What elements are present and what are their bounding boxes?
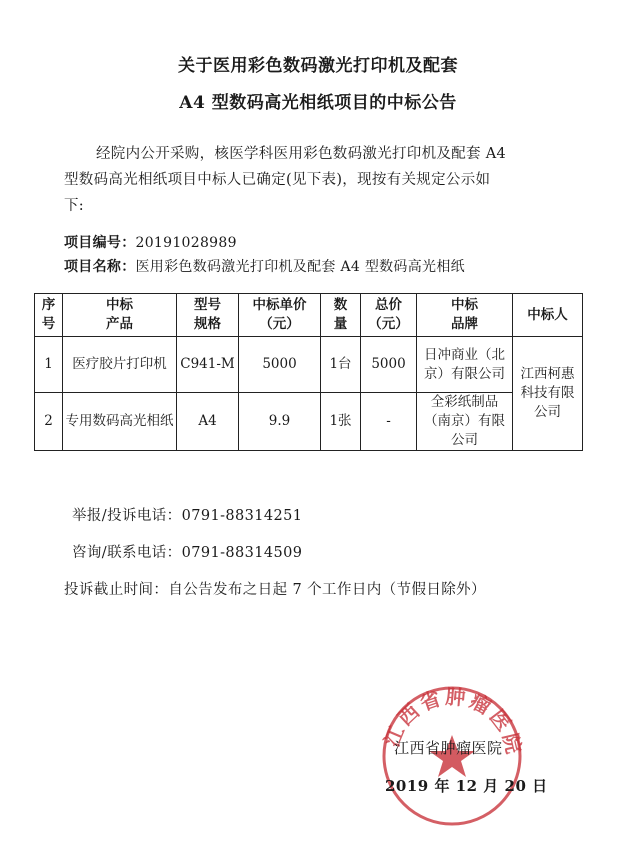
cell-total: - <box>361 393 417 451</box>
header-qty: 数 量 <box>321 294 361 337</box>
cell-unit-price: 9.9 <box>239 393 321 451</box>
cell-product: 医疗胶片打印机 <box>63 337 177 393</box>
issue-date: 2019 年 12 月 20 日 <box>385 777 548 795</box>
cell-product: 专用数码高光相纸 <box>63 393 177 451</box>
project-name-label: 项目名称： <box>64 259 136 275</box>
project-number <box>64 232 604 252</box>
header-model: 型号 规格 <box>177 294 239 337</box>
report-phone-line <box>72 504 302 525</box>
project-number-value: 20191028989 <box>135 235 237 251</box>
complaint-deadline-line <box>64 578 486 599</box>
cell-brand: 日冲商业（北京）有限公司 <box>417 337 513 393</box>
cell-unit-price: 5000 <box>239 337 321 393</box>
consult-phone-value: 0791-88314509 <box>181 545 303 561</box>
report-phone-label: 举报/投诉电话： <box>72 508 182 524</box>
cell-qty: 1台 <box>321 337 361 393</box>
header-product: 中标 产品 <box>63 294 177 337</box>
table-row <box>35 337 583 393</box>
notice-title-line1: 关于医用彩色数码激光打印机及配套 <box>178 56 458 76</box>
intro-line1: 经院内公开采购，核医学科医用彩色数码激光打印机及配套 A4 <box>96 146 507 162</box>
project-number-label: 项目编号： <box>64 235 136 251</box>
cell-total: 5000 <box>361 337 417 393</box>
svg-text:江西省肿瘤医院: 江西省肿瘤医院 <box>379 684 527 759</box>
table-row <box>35 393 583 451</box>
cell-qty: 1张 <box>321 393 361 451</box>
header-total: 总价 （元） <box>361 294 417 337</box>
consult-phone-line <box>72 541 302 562</box>
notice-title-line2: A4 型数码高光相纸项目的中标公告 <box>179 93 457 113</box>
cell-winner: 江西柯惠科技有限公司 <box>513 337 583 451</box>
intro-line3: 下: <box>64 198 84 214</box>
complaint-deadline-value: 自公告发布之日起 7 个工作日内（节假日除外） <box>168 582 486 598</box>
award-table <box>34 293 583 451</box>
cell-seq: 1 <box>35 337 63 393</box>
cell-seq: 2 <box>35 393 63 451</box>
project-name-value: 医用彩色数码激光打印机及配套 A4 型数码高光相纸 <box>135 259 465 275</box>
intro-paragraph <box>64 141 584 219</box>
issuer-name: 江西省肿瘤医院 <box>394 739 503 757</box>
consult-phone-label: 咨询/联系电话： <box>72 545 182 561</box>
cell-model: C941-M <box>177 337 239 393</box>
header-seq: 序 号 <box>35 294 63 337</box>
intro-line2: 型数码高光相纸项目中标人已确定(见下表)，现按有关规定公示如 <box>64 172 491 188</box>
header-winner: 中标人 <box>513 294 583 337</box>
header-brand: 中标 品牌 <box>417 294 513 337</box>
table-header-row <box>35 294 583 337</box>
cell-model: A4 <box>177 393 239 451</box>
header-unit-price: 中标单价 （元） <box>239 294 321 337</box>
project-name <box>64 256 604 276</box>
report-phone-value: 0791-88314251 <box>181 508 303 524</box>
cell-brand: 全彩纸制品（南京）有限公司 <box>417 393 513 451</box>
complaint-deadline-label: 投诉截止时间： <box>64 582 169 598</box>
